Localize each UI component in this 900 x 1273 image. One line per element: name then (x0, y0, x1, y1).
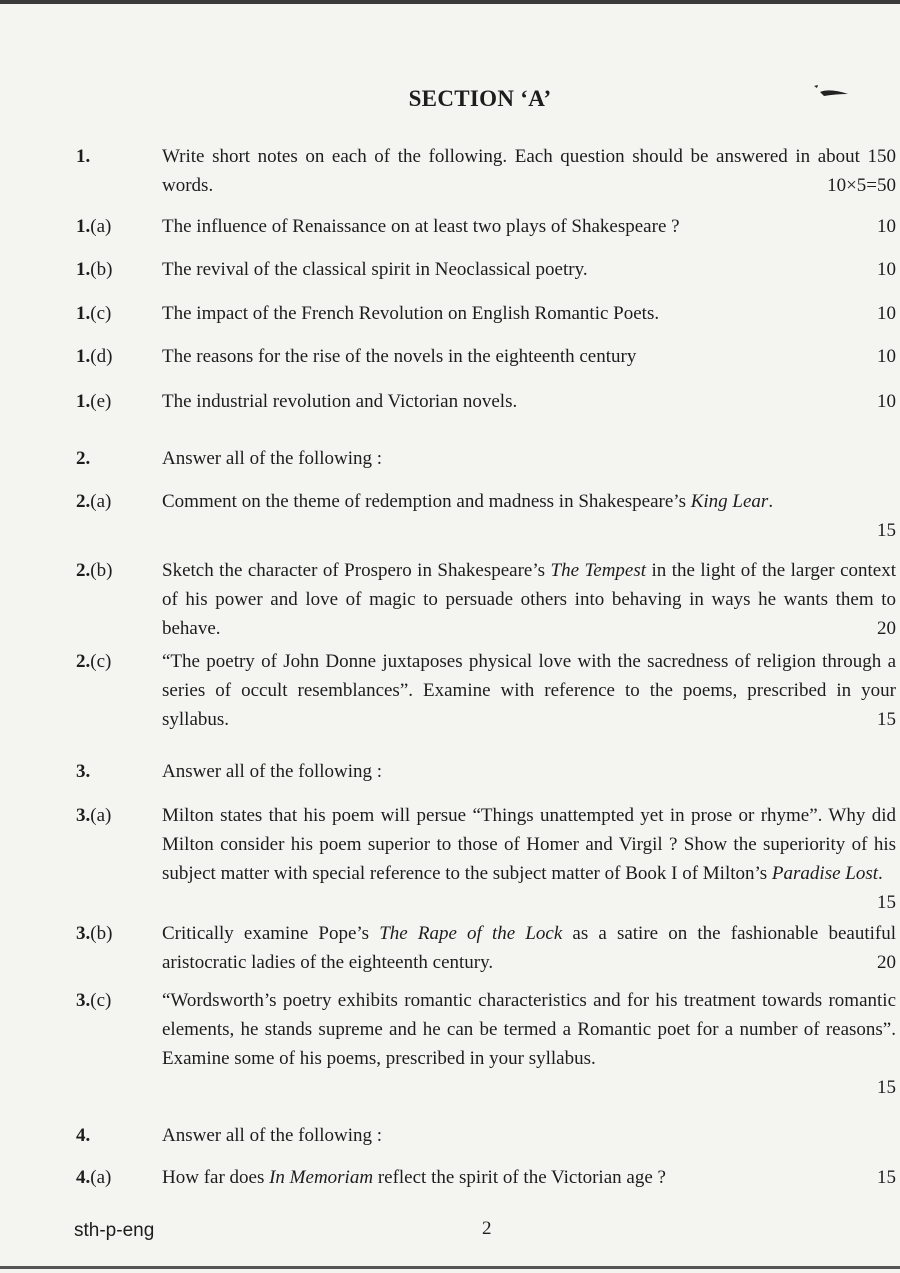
marks: 20 (877, 952, 896, 973)
question-number: 2. (76, 448, 91, 469)
question-text: “The poetry of John Donne juxtaposes physical love with the sacredness of religion through a series of occult resemblances”. Examine with reference to the poems, prescribed in your syllabus. 15 (162, 647, 896, 734)
question-text: Comment on the theme of redemption and madness in Shakespeare’s King Lear. 15 (162, 487, 896, 545)
work-title: King Lear (690, 491, 769, 512)
marks: 10 (877, 346, 896, 367)
marks: 15 (877, 1077, 896, 1098)
question-text: The industrial revolution and Victorian novels. (162, 391, 518, 412)
question-number: 1. (76, 146, 91, 167)
question-number: 3. (76, 761, 91, 782)
marks: 20 (877, 618, 896, 639)
marks: 15 (877, 1167, 896, 1188)
page-number: 2 (482, 1218, 492, 1239)
question-text: Answer all of the following : (162, 448, 383, 469)
marks: 15 (877, 892, 896, 913)
question-text: The reasons for the rise of the novels in the eighteenth century (162, 346, 637, 367)
marks: 10×5=50 (827, 175, 896, 196)
marks: 10 (877, 259, 896, 280)
question-text: Write short notes on each of the following. Each question should be answered in about 150 words. 10×5=50 (162, 142, 896, 200)
paper-code: sth-p-eng (74, 1220, 155, 1241)
question-text: The revival of the classical spirit in Neoclassical poetry. (162, 259, 588, 280)
question-number: 3.(b) (76, 923, 113, 944)
question-number: 1.(a) (76, 216, 112, 237)
question-text: The impact of the French Revolution on English Romantic Poets. (162, 303, 660, 324)
question-number: 2.(b) (76, 560, 113, 581)
question-text: Milton states that his poem will persue “Things unattempted yet in prose or rhyme”. Why did Milton consider his poem superior to those of Homer and Virgil ? Show the superiority of his subject matter with special reference to the subject matter of Book I of Milton’s Paradise Lost. 15 (162, 801, 896, 917)
marks: 10 (877, 216, 896, 237)
marks: 10 (877, 391, 896, 412)
question-number: 4.(a) (76, 1167, 112, 1188)
work-title: The Rape of the Lock (379, 923, 563, 944)
marks: 15 (877, 520, 896, 541)
question-number: 1.(c) (76, 303, 112, 324)
bottom-rule (0, 1266, 900, 1269)
question-number: 3.(c) (76, 990, 112, 1011)
work-title: The Tempest (550, 560, 647, 581)
section-heading: SECTION ‘A’ (408, 86, 552, 111)
question-number: 1.(e) (76, 391, 112, 412)
question-text: “Wordsworth’s poetry exhibits romantic characteristics and for his treatment towards romantic elements, he stands supreme and he can be termed a Romantic poet for a number of reasons”. Examine some of his poems, prescribed in your syllabus. 15 (162, 986, 896, 1102)
question-number: 1.(b) (76, 259, 113, 280)
question-number: 4. (76, 1125, 91, 1146)
question-number: 3.(a) (76, 805, 112, 826)
question-text: Answer all of the following : (162, 1125, 383, 1146)
question-text: Answer all of the following : (162, 761, 383, 782)
marks: 10 (877, 303, 896, 324)
question-number: 1.(d) (76, 346, 113, 367)
work-title: Paradise Lost (771, 863, 879, 884)
question-number: 2.(c) (76, 651, 112, 672)
work-title: In Memoriam (269, 1167, 374, 1188)
marks: 15 (877, 709, 896, 730)
question-text: Critically examine Pope’s The Rape of the Lock as a satire on the fashionable beautiful aristocratic ladies of the eighteenth century. 20 (162, 919, 896, 977)
question-text: How far does In Memoriam reflect the spirit of the Victorian age ? (162, 1167, 666, 1188)
question-number: 2.(a) (76, 491, 112, 512)
question-text: Sketch the character of Prospero in Shakespeare’s The Tempest in the light of the larger context of his power and love of magic to persuade others into behaving in ways he wants them to behave. 20 (162, 556, 896, 643)
top-rule (0, 0, 900, 4)
question-text: The influence of Renaissance on at least two plays of Shakespeare ? (162, 216, 680, 237)
